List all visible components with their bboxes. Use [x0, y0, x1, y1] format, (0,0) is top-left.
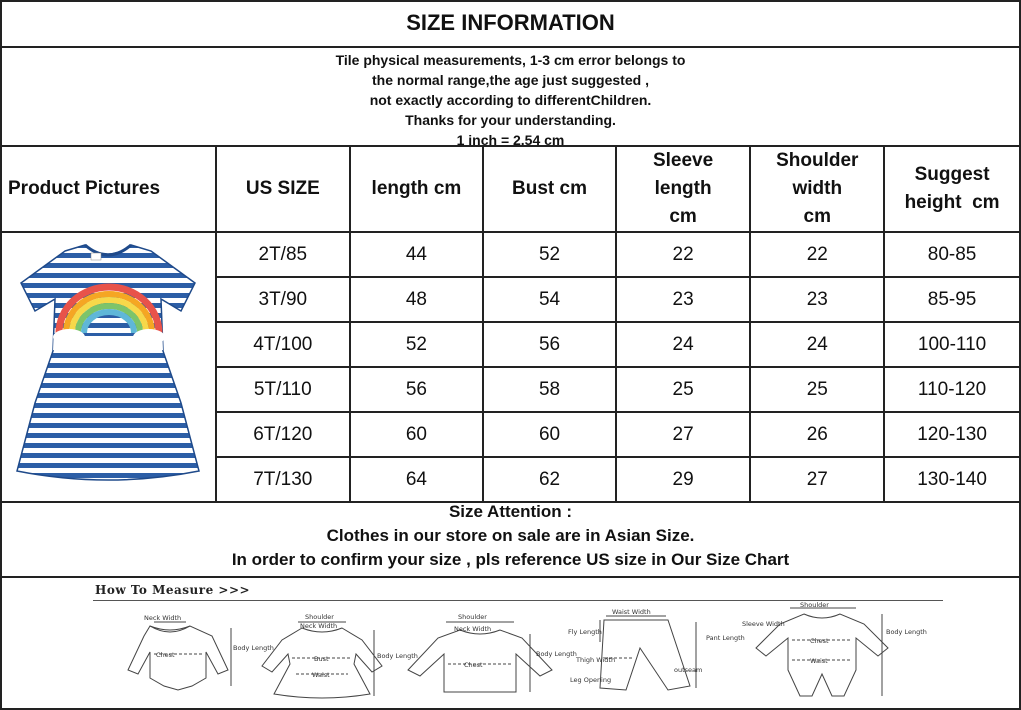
- cell-sleeve: 27: [616, 412, 751, 457]
- label-shoulder: Shoulder: [458, 613, 487, 621]
- bodysuit-diagram: [128, 622, 231, 690]
- header-line: Sleeve: [652, 150, 714, 171]
- label-chest: Chest: [156, 651, 175, 659]
- attention-heading: Size Attention :: [448, 502, 573, 521]
- cell-length: 64: [350, 457, 484, 502]
- cell-length: 60: [350, 412, 484, 457]
- note-line: Tile physical measurements, 1-3 cm error belongs to: [335, 52, 686, 68]
- table-header-row: [1, 146, 1020, 232]
- size-table: [0, 145, 1021, 503]
- size-attention: [0, 498, 1021, 576]
- cell-sleeve: 25: [616, 367, 751, 412]
- label-body-length: Body Length: [233, 644, 274, 652]
- table-row: [1, 232, 1020, 277]
- note-line: Thanks for your understanding.: [405, 112, 616, 128]
- striped-dress-image: [3, 233, 214, 495]
- note-line: the normal range,the age just suggested ,: [372, 72, 649, 88]
- cell-length: 48: [350, 277, 484, 322]
- label-body-length: Body Length: [377, 652, 418, 660]
- cell-height: 110-120: [884, 367, 1020, 412]
- header-line: cm: [803, 206, 832, 227]
- cell-length: 56: [350, 367, 484, 412]
- label-body-length: Body Length: [536, 650, 577, 658]
- measure-diagrams: [0, 578, 1021, 708]
- cell-us-size: 5T/110: [216, 367, 350, 412]
- header-suggest-height: [884, 146, 1020, 232]
- label-chest: Chest: [464, 661, 483, 669]
- cell-shoulder: 26: [750, 412, 884, 457]
- label-leg-opening: Leg Opening: [570, 676, 612, 684]
- label-sleeve-width: Sleeve Width: [742, 620, 785, 628]
- cell-sleeve: 29: [616, 457, 751, 502]
- cell-sleeve: 23: [616, 277, 751, 322]
- cell-sleeve: 24: [616, 322, 751, 367]
- cell-bust: 58: [483, 367, 616, 412]
- label-shoulder: Shoulder: [800, 601, 829, 609]
- header-length: length cm: [350, 146, 484, 232]
- measurement-notes: [0, 48, 1021, 148]
- cell-shoulder: 27: [750, 457, 884, 502]
- cell-bust: 52: [483, 232, 616, 277]
- note-line: 1 inch = 2.54 cm: [456, 132, 565, 148]
- cell-height: 80-85: [884, 232, 1020, 277]
- cell-bust: 60: [483, 412, 616, 457]
- cell-shoulder: 25: [750, 367, 884, 412]
- label-thigh-width: Thigh Width: [576, 656, 616, 664]
- label-neck-width: Neck Width: [300, 622, 338, 630]
- cell-shoulder: 22: [750, 232, 884, 277]
- cell-height: 85-95: [884, 277, 1020, 322]
- header-product-pictures: Product Pictures: [1, 146, 216, 232]
- label-shoulder: Shoulder: [305, 613, 334, 621]
- attention-line: Clothes in our store on sale are in Asian Size.: [326, 526, 695, 545]
- cell-bust: 54: [483, 277, 616, 322]
- page-title: SIZE INFORMATION: [406, 10, 615, 35]
- cell-shoulder: 24: [750, 322, 884, 367]
- product-picture: [1, 232, 216, 502]
- cell-us-size: 2T/85: [216, 232, 350, 277]
- label-body-length: Body Length: [886, 628, 927, 636]
- label-neck-width: Neck Width: [144, 614, 182, 622]
- note-line: not exactly according to differentChildren.: [369, 92, 652, 108]
- header-line: Shoulder: [776, 150, 859, 171]
- label-waist: Waist: [810, 657, 828, 665]
- cell-length: 44: [350, 232, 484, 277]
- attention-line: In order to confirm your size , pls reference US size in Our Size Chart: [231, 550, 790, 569]
- label-waist: Waist: [312, 671, 330, 679]
- pants-diagram: [600, 616, 696, 690]
- label-outseam: outseam: [674, 666, 703, 674]
- label-neck-width: Neck Width: [454, 625, 492, 633]
- header-sleeve-length: [616, 146, 751, 232]
- header-line: width: [792, 178, 843, 199]
- header-line: cm: [669, 206, 697, 227]
- cell-us-size: 4T/100: [216, 322, 350, 367]
- header-bust: Bust cm: [483, 146, 616, 232]
- label-fly-length: Fly Length: [568, 628, 602, 636]
- label-waist-width: Waist Width: [612, 608, 651, 616]
- header-line: height cm: [904, 192, 1000, 213]
- how-to-measure-title: How To Measure >>>: [95, 583, 251, 597]
- cell-us-size: 6T/120: [216, 412, 350, 457]
- cell-height: 100-110: [884, 322, 1020, 367]
- how-to-measure-section: [0, 578, 1021, 708]
- label-chest: Chest: [810, 637, 829, 645]
- cell-height: 130-140: [884, 457, 1020, 502]
- cell-shoulder: 23: [750, 277, 884, 322]
- cell-us-size: 3T/90: [216, 277, 350, 322]
- header-line: Suggest: [914, 164, 990, 185]
- cell-bust: 62: [483, 457, 616, 502]
- header-us-size: US SIZE: [216, 146, 350, 232]
- cell-bust: 56: [483, 322, 616, 367]
- cell-us-size: 7T/130: [216, 457, 350, 502]
- header-shoulder-width: [750, 146, 884, 232]
- header-line: length: [654, 178, 712, 199]
- cell-length: 52: [350, 322, 484, 367]
- label-pant-length: Pant Length: [706, 634, 745, 642]
- cell-height: 120-130: [884, 412, 1020, 457]
- cell-sleeve: 22: [616, 232, 751, 277]
- label-bust: Bust: [314, 655, 329, 663]
